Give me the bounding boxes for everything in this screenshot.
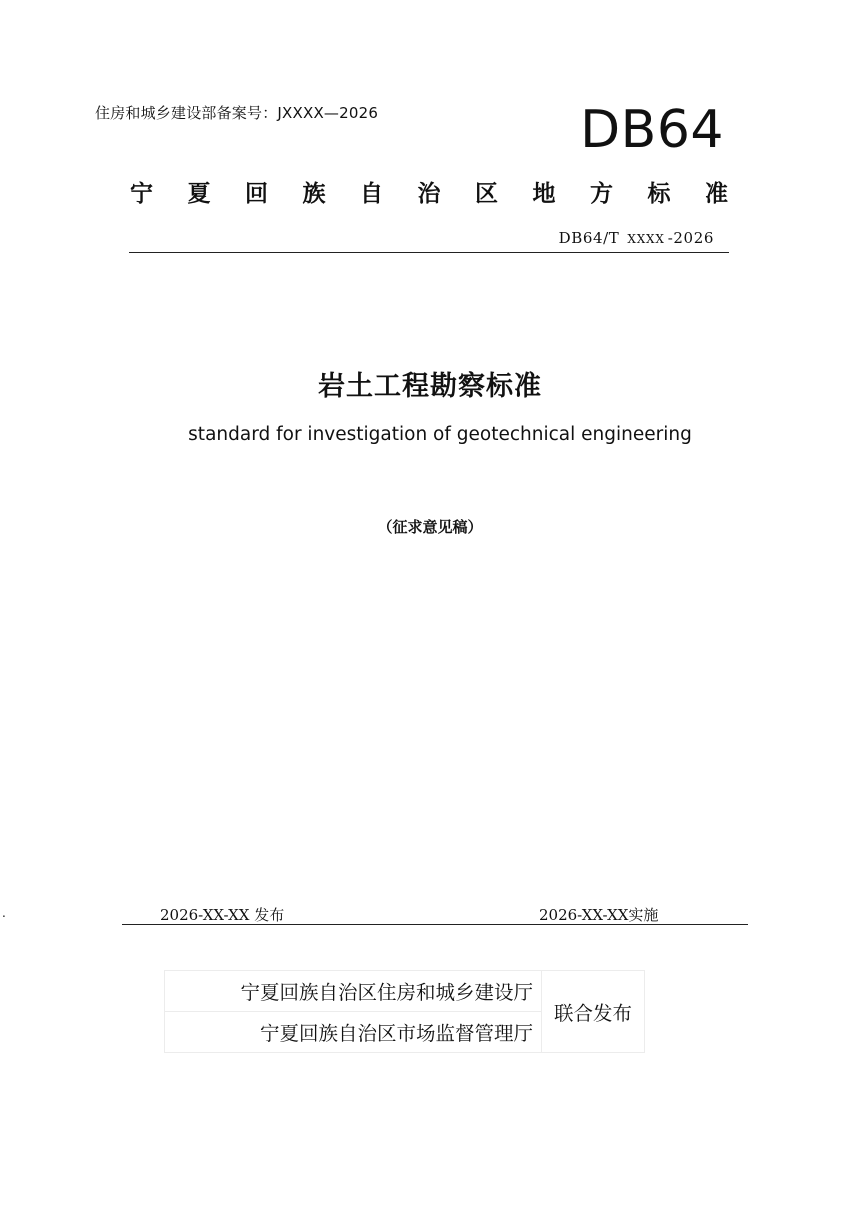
record-number-line bbox=[95, 102, 378, 123]
authority-char: 自 bbox=[360, 181, 383, 207]
draft-status: （征求意见稿） bbox=[377, 518, 483, 536]
authority-char: 方 bbox=[590, 181, 613, 207]
title-english: standard for investigation of geotechnical engineering bbox=[188, 424, 692, 445]
doc-number-prefix: DB64/T bbox=[558, 229, 620, 247]
document-number bbox=[559, 229, 714, 247]
authority-char: 宁 bbox=[130, 181, 153, 207]
authority-char: 准 bbox=[705, 181, 728, 207]
authority-char: 治 bbox=[417, 181, 441, 207]
header-divider bbox=[129, 252, 729, 253]
effective-date: 2026-XX-XX实施 bbox=[539, 906, 659, 924]
stray-mark: . bbox=[2, 906, 6, 920]
record-number-value: JXXXX—2026 bbox=[277, 104, 379, 122]
authority-char: 回 bbox=[245, 181, 268, 207]
authority-char: 族 bbox=[302, 181, 326, 207]
title-chinese: 岩土工程勘察标准 bbox=[318, 371, 542, 402]
issuer-market-regulation: 宁夏回族自治区市场监督管理厅 bbox=[165, 1012, 542, 1053]
authority-char: 标 bbox=[647, 181, 671, 207]
standard-code: DB64 bbox=[580, 100, 724, 160]
authority-char: 地 bbox=[532, 181, 556, 207]
issuer-housing-department: 宁夏回族自治区住房和城乡建设厅 bbox=[165, 971, 542, 1012]
authority-char: 夏 bbox=[187, 181, 211, 207]
doc-number-year: -2026 bbox=[667, 229, 714, 247]
joint-release-label: 联合发布 bbox=[542, 971, 645, 1053]
issue-date: 2026-XX-XX 发布 bbox=[160, 906, 285, 924]
issuer-table bbox=[164, 970, 645, 1053]
doc-number-serial: XXXX bbox=[627, 232, 665, 246]
authority-char: 区 bbox=[475, 181, 498, 207]
footer-divider bbox=[122, 924, 748, 925]
standard-authority bbox=[130, 175, 728, 208]
record-number-label: 住房和城乡建设部备案号： bbox=[95, 104, 278, 122]
